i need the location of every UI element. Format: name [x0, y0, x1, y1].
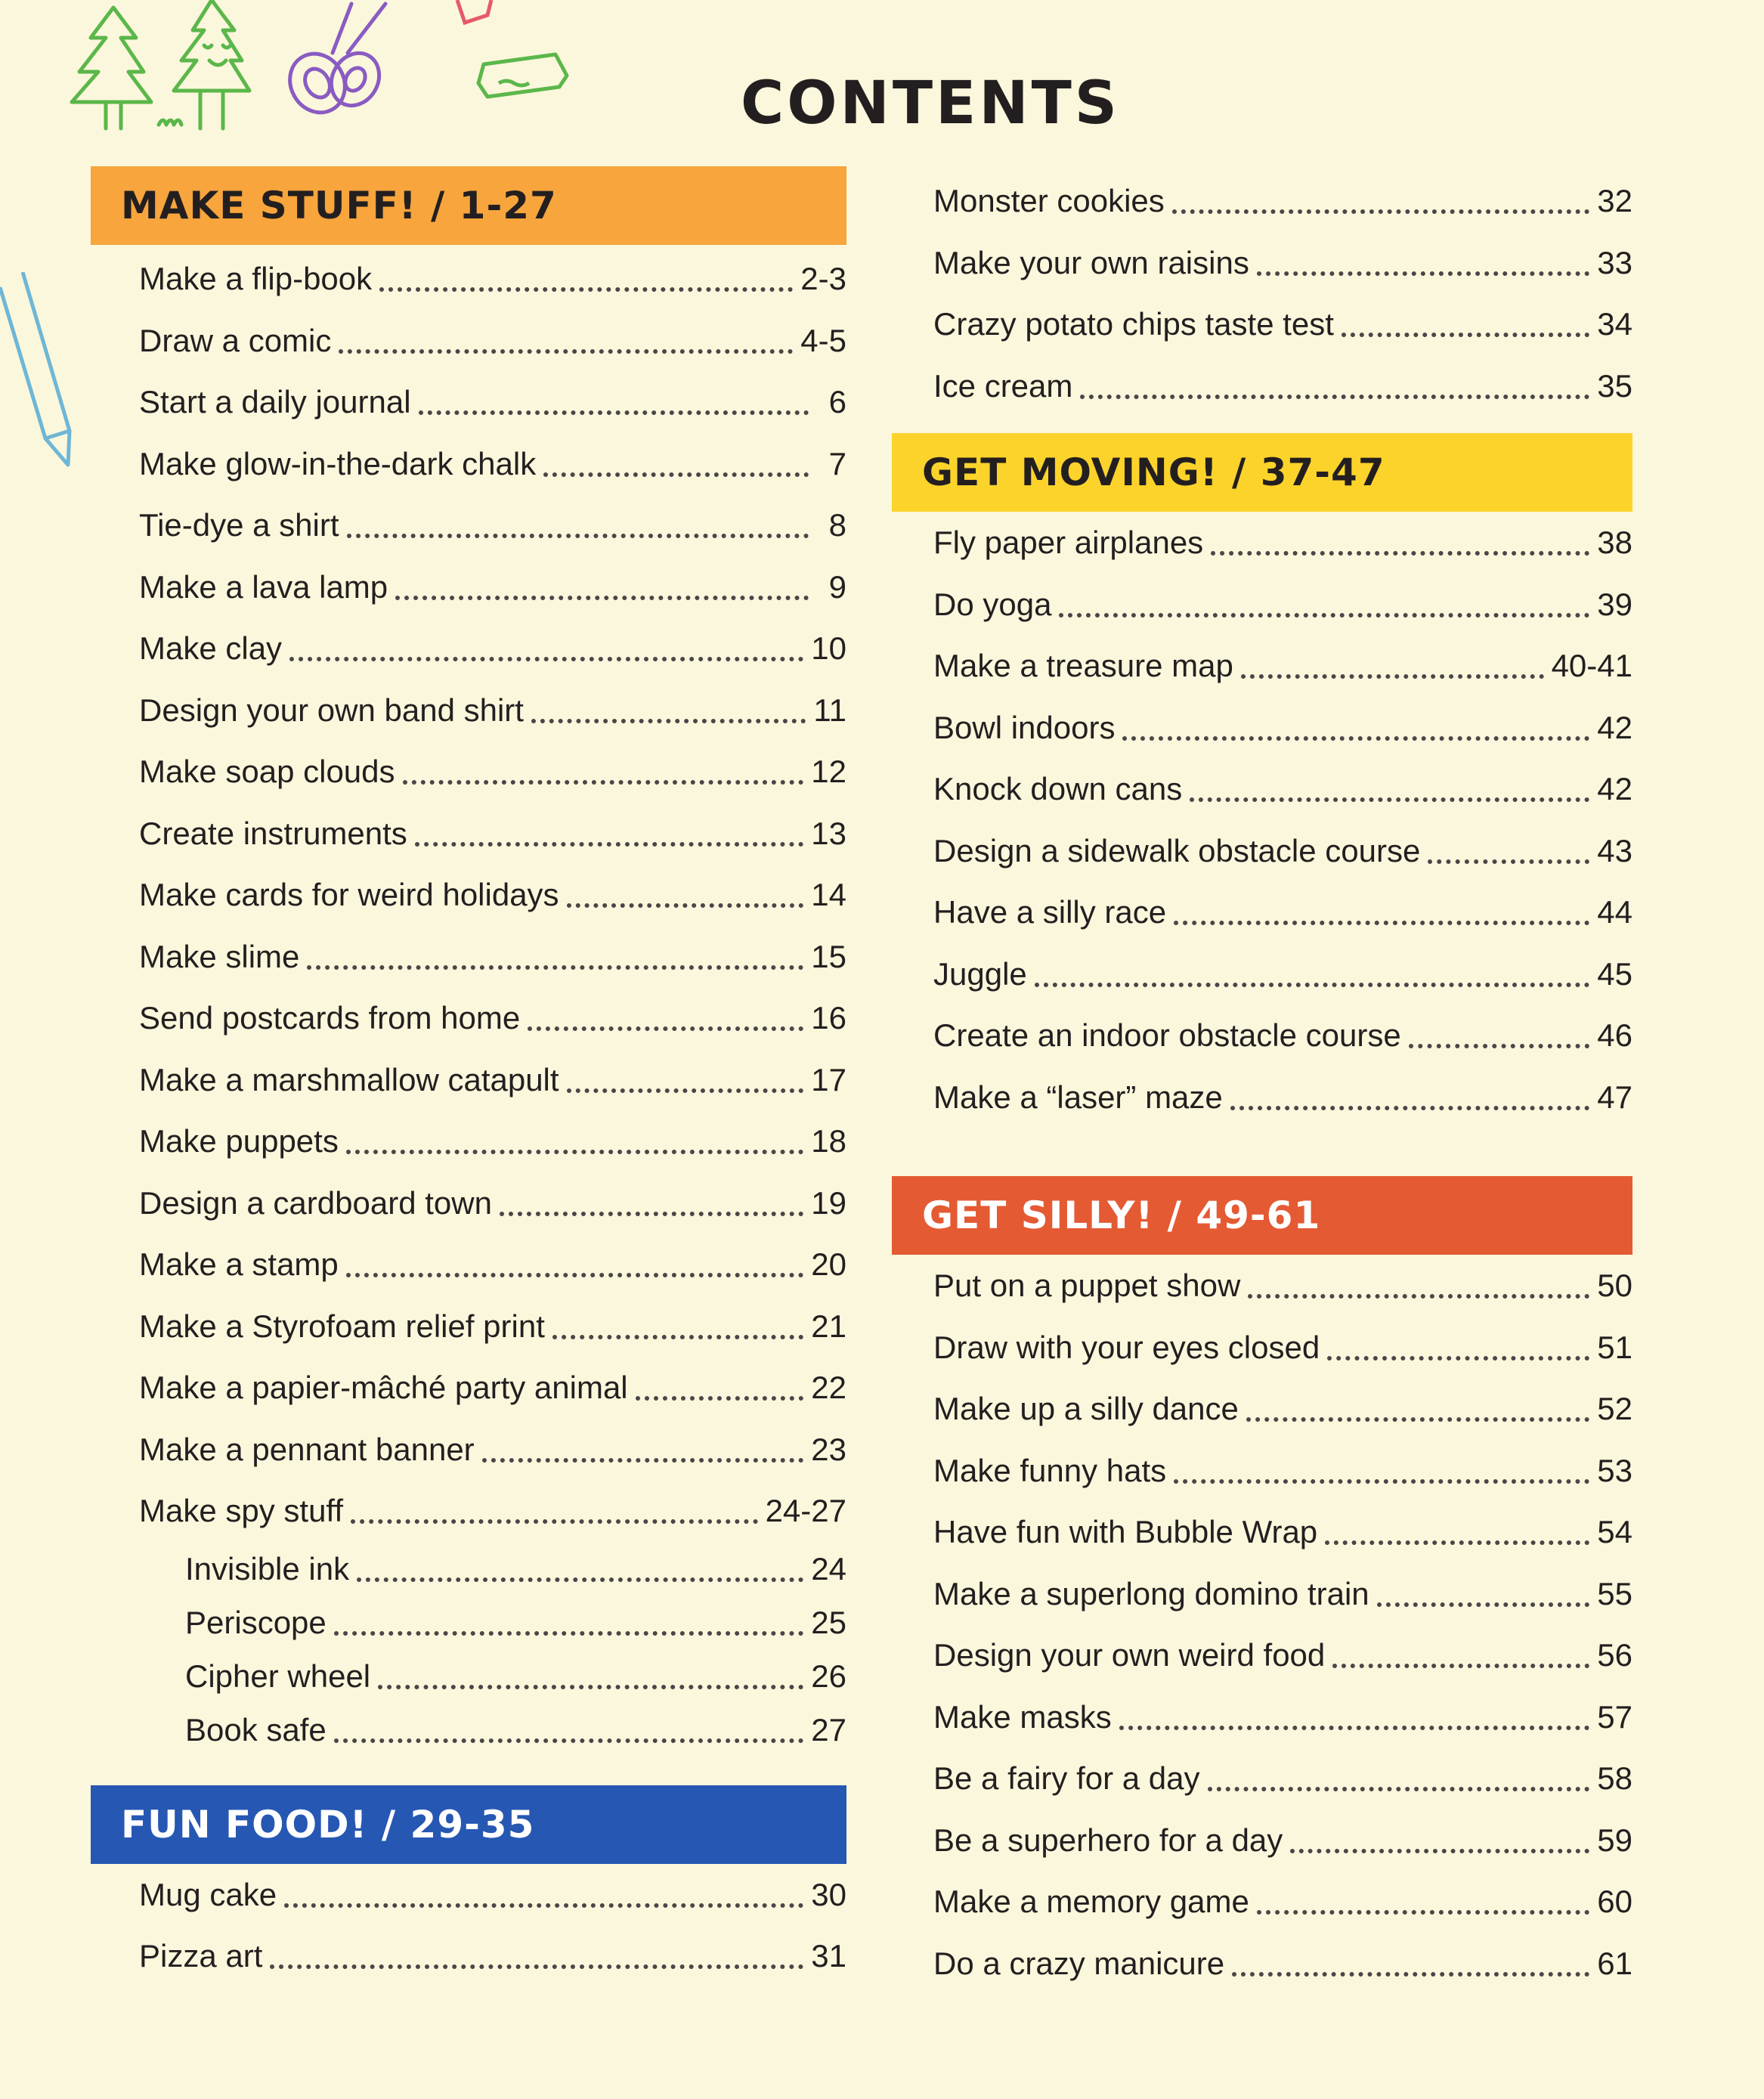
toc-entry	[892, 820, 1632, 882]
tape-icon	[442, 0, 578, 106]
dot-leader	[500, 1211, 803, 1216]
toc-entry-page: 13	[811, 815, 846, 851]
toc-entry-title: Design your own band shirt	[139, 692, 524, 728]
toc-entry-page: 55	[1597, 1575, 1632, 1611]
toc-entry	[91, 1649, 846, 1703]
fun-food-block	[91, 1785, 846, 1987]
toc-entry	[892, 1501, 1632, 1563]
toc-entry-title: Fly paper airplanes	[933, 525, 1204, 560]
toc-entry-title: Invisible ink	[185, 1550, 350, 1587]
toc-entry	[91, 1234, 846, 1296]
toc-entry-page: 14	[811, 877, 846, 912]
toc-entry	[91, 494, 846, 556]
dot-leader	[1208, 1786, 1590, 1791]
toc-entry	[91, 1703, 846, 1757]
toc-entry-page: 9	[828, 568, 846, 605]
dot-leader	[1122, 735, 1589, 741]
toc-entry-page: 39	[1597, 586, 1632, 622]
toc-entry	[91, 987, 846, 1049]
toc-entry-title: Make masks	[933, 1698, 1112, 1735]
toc-entry	[91, 741, 846, 803]
dot-leader	[284, 1902, 803, 1908]
toc-entry-page: 4-5	[800, 322, 846, 358]
toc-entry-title: Be a superhero for a day	[933, 1822, 1283, 1858]
toc-entry-page: 53	[1597, 1452, 1632, 1488]
toc-entry-title: Make soap clouds	[139, 754, 395, 789]
toc-entry-title: Do yoga	[933, 586, 1052, 622]
toc-entry	[91, 310, 846, 372]
toc-entry-page: 42	[1597, 709, 1632, 745]
toc-entry-page: 56	[1597, 1637, 1632, 1673]
toc-entry-page: 33	[1597, 244, 1632, 280]
dot-leader	[482, 1457, 804, 1463]
dot-leader	[1080, 394, 1589, 399]
page-title: CONTENTS	[741, 70, 1120, 138]
toc-entry-title: Make cards for weird holidays	[139, 877, 559, 912]
toc-entry	[91, 1596, 846, 1649]
dot-leader	[289, 656, 803, 661]
dot-leader	[1257, 1909, 1589, 1915]
dot-leader	[419, 410, 809, 415]
dot-leader	[1190, 797, 1589, 802]
dot-leader	[1119, 1725, 1590, 1730]
toc-entry-title: Make a pennant banner	[139, 1431, 475, 1467]
toc-entry-page: 38	[1597, 525, 1632, 560]
toc-entry-title: Crazy potato chips taste test	[933, 306, 1334, 342]
toc-entry	[91, 371, 846, 433]
section-header-get-moving: GET MOVING! / 37-47	[892, 433, 1632, 512]
toc-entry	[91, 926, 846, 988]
toc-entry-page: 44	[1597, 894, 1632, 930]
toc-entry-title: Design your own weird food	[933, 1637, 1326, 1673]
toc-entry-page: 8	[828, 507, 846, 543]
toc-entry	[892, 1005, 1632, 1067]
toc-entry-title: Make a papier-mâché party animal	[139, 1370, 628, 1405]
toc-entry-title: Juggle	[933, 955, 1027, 992]
toc-entry-page: 22	[811, 1370, 846, 1405]
dot-leader	[1332, 1663, 1589, 1668]
fun-food-list	[91, 1864, 846, 1987]
dot-leader	[1290, 1848, 1589, 1853]
toc-entry	[892, 1255, 1632, 1317]
toc-entry-page: 50	[1597, 1268, 1632, 1303]
toc-entry	[91, 1480, 846, 1542]
dot-leader	[334, 1738, 803, 1743]
toc-entry-title: Put on a puppet show	[933, 1268, 1241, 1303]
dot-leader	[567, 1088, 804, 1093]
toc-entry-title: Knock down cans	[933, 771, 1183, 806]
toc-entry-page: 30	[811, 1876, 846, 1912]
toc-entry-title: Make a “laser” maze	[933, 1079, 1223, 1115]
dot-leader	[1241, 673, 1544, 679]
toc-entry	[892, 1563, 1632, 1625]
dot-leader	[531, 718, 806, 723]
toc-entry-page: 42	[1597, 771, 1632, 806]
toc-entry	[892, 1378, 1632, 1440]
dot-leader	[1327, 1355, 1589, 1361]
toc-entry	[892, 512, 1632, 574]
toc-entry	[892, 1067, 1632, 1128]
dot-leader	[1257, 271, 1589, 276]
dot-leader	[1174, 1478, 1589, 1484]
toc-entry	[892, 1748, 1632, 1810]
toc-entry-title: Create an indoor obstacle course	[933, 1017, 1401, 1053]
toc-entry-page: 60	[1597, 1884, 1632, 1919]
dot-leader	[403, 779, 804, 785]
toc-entry	[91, 1542, 846, 1596]
toc-entry-page: 2-3	[800, 261, 846, 296]
dot-leader	[346, 1149, 803, 1154]
toc-entry-title: Make up a silly dance	[933, 1391, 1239, 1426]
toc-entry-title: Design a cardboard town	[139, 1184, 492, 1221]
toc-entry-title: Draw a comic	[139, 322, 332, 358]
dot-leader	[552, 1334, 803, 1339]
make-stuff-list	[91, 248, 846, 1542]
toc-entry	[91, 803, 846, 865]
dot-leader	[1428, 859, 1589, 864]
toc-entry-page: 15	[811, 938, 846, 974]
toc-entry	[892, 170, 1632, 232]
toc-entry-title: Make a memory game	[933, 1884, 1249, 1919]
toc-entry-page: 31	[811, 1938, 846, 1974]
dot-leader	[543, 472, 809, 477]
toc-entry-title: Mug cake	[139, 1876, 277, 1912]
toc-entry	[892, 1686, 1632, 1748]
dot-leader	[1172, 209, 1589, 214]
dot-leader	[1342, 332, 1589, 337]
toc-entry	[892, 574, 1632, 636]
dot-leader	[415, 841, 803, 847]
toc-entry	[91, 1296, 846, 1358]
toc-entry	[91, 1172, 846, 1234]
toc-entry	[892, 355, 1632, 417]
toc-entry-title: Pizza art	[139, 1938, 263, 1974]
toc-entry	[892, 881, 1632, 943]
toc-entry	[892, 1871, 1632, 1933]
toc-entry	[892, 1317, 1632, 1379]
toc-entry-title: Design a sidewalk obstacle course	[933, 832, 1421, 868]
toc-entry	[91, 680, 846, 741]
dot-leader	[1035, 982, 1590, 987]
toc-entry-title: Make clay	[139, 630, 283, 666]
toc-entry	[892, 293, 1632, 355]
dot-leader	[1246, 1416, 1589, 1422]
toc-entry-page: 24	[811, 1550, 846, 1587]
toc-entry-title: Make a marshmallow catapult	[139, 1061, 559, 1097]
toc-entry-page: 21	[811, 1308, 846, 1344]
toc-entry-page: 58	[1597, 1760, 1632, 1796]
dot-leader	[1230, 1105, 1590, 1110]
toc-entry-page: 27	[811, 1711, 846, 1748]
get-moving-block	[892, 433, 1632, 1128]
toc-entry-title: Cipher wheel	[185, 1658, 371, 1694]
toc-entry-title: Make a stamp	[139, 1246, 339, 1282]
section-header-make-stuff: MAKE STUFF! / 1-27	[91, 166, 846, 245]
dot-leader	[1325, 1540, 1589, 1545]
toc-entry-page: 10	[811, 630, 846, 666]
dot-leader	[379, 286, 793, 292]
toc-entry-title: Ice cream	[933, 367, 1073, 404]
right-column	[892, 170, 1632, 1994]
toc-entry-page: 20	[811, 1246, 846, 1282]
dot-leader	[307, 964, 803, 970]
toc-entry-page: 51	[1597, 1329, 1632, 1365]
get-silly-list	[892, 1255, 1632, 1994]
toc-entry-page: 7	[828, 445, 846, 481]
section-header-get-silly: GET SILLY! / 49-61	[892, 1176, 1632, 1255]
toc-entry	[91, 1925, 846, 1987]
toc-entry-page: 40-41	[1551, 648, 1632, 683]
left-column	[91, 166, 846, 1987]
toc-entry-title: Tie-dye a shirt	[139, 507, 339, 543]
toc-entry-title: Make your own raisins	[933, 244, 1249, 280]
dot-leader	[1174, 920, 1589, 925]
toc-entry-title: Make puppets	[139, 1123, 339, 1159]
tree-icon	[60, 0, 257, 136]
toc-entry-title: Make a superlong domino train	[933, 1575, 1369, 1611]
toc-entry-page: 59	[1597, 1822, 1632, 1858]
scissors-icon	[272, 0, 401, 128]
dot-leader	[351, 1519, 758, 1524]
toc-entry-page: 25	[811, 1604, 846, 1640]
toc-entry	[892, 758, 1632, 820]
toc-entry-page: 26	[811, 1658, 846, 1694]
toc-entry-title: Have a silly race	[933, 894, 1167, 930]
toc-entry-title: Make a flip-book	[139, 261, 373, 296]
toc-entry	[892, 1933, 1632, 1995]
dot-leader	[567, 902, 804, 908]
toc-entry-page: 34	[1597, 306, 1632, 342]
toc-entry-title: Make spy stuff	[139, 1493, 344, 1528]
toc-entry	[91, 433, 846, 495]
dot-leader	[346, 1272, 804, 1277]
toc-entry-title: Make a lava lamp	[139, 568, 388, 605]
toc-entry-page: 18	[811, 1123, 846, 1159]
dot-leader	[334, 1630, 804, 1636]
toc-entry-title: Make a Styrofoam relief print	[139, 1308, 545, 1344]
dot-leader	[1211, 550, 1589, 556]
toc-entry-page: 35	[1597, 367, 1632, 404]
toc-entry	[892, 232, 1632, 294]
toc-entry-page: 32	[1597, 183, 1632, 218]
toc-entry-title: Make glow-in-the-dark chalk	[139, 445, 537, 481]
toc-entry	[91, 556, 846, 618]
toc-entry	[892, 1810, 1632, 1871]
dot-leader	[339, 348, 793, 354]
toc-entry-title: Book safe	[185, 1711, 326, 1748]
toc-entry-page: 19	[811, 1184, 846, 1221]
toc-entry	[91, 864, 846, 926]
toc-entry-title: Have fun with Bubble Wrap	[933, 1514, 1318, 1549]
toc-entry	[91, 1419, 846, 1481]
toc-entry-title: Send postcards from home	[139, 1000, 521, 1036]
toc-entry-title: Make slime	[139, 938, 300, 974]
toc-entry-title: Start a daily journal	[139, 384, 411, 419]
toc-entry	[91, 1864, 846, 1926]
toc-entry-page: 54	[1597, 1514, 1632, 1549]
toc-entry-title: Make funny hats	[933, 1452, 1167, 1488]
toc-entry-page: 46	[1597, 1017, 1632, 1053]
section-header-fun-food: FUN FOOD! / 29-35	[91, 1785, 846, 1864]
toc-entry-title: Periscope	[185, 1604, 326, 1640]
dot-leader	[270, 1964, 803, 1969]
toc-entry-page: 16	[811, 1000, 846, 1036]
toc-entry	[91, 1049, 846, 1111]
toc-entry-title: Monster cookies	[933, 183, 1165, 218]
toc-entry-page: 47	[1597, 1079, 1632, 1115]
dot-leader	[1059, 612, 1589, 618]
toc-entry-page: 57	[1597, 1698, 1632, 1735]
toc-entry-page: 12	[811, 754, 846, 789]
dot-leader	[1232, 1971, 1589, 1977]
dot-leader	[378, 1684, 803, 1689]
toc-entry	[91, 248, 846, 310]
toc-entry	[892, 1624, 1632, 1686]
fun-food-continued-list	[892, 170, 1632, 416]
toc-entry	[892, 697, 1632, 759]
dot-leader	[1409, 1043, 1590, 1048]
dot-leader	[395, 595, 809, 600]
toc-entry-page: 6	[828, 384, 846, 419]
dot-leader	[1248, 1293, 1589, 1299]
make-spy-stuff-sublist	[91, 1542, 846, 1757]
get-silly-block	[892, 1176, 1632, 1994]
toc-entry-page: 61	[1597, 1945, 1632, 1981]
toc-entry-page: 11	[813, 692, 846, 728]
toc-entry-page: 43	[1597, 832, 1632, 868]
toc-entry-title: Be a fairy for a day	[933, 1760, 1200, 1796]
toc-entry	[91, 618, 846, 680]
toc-entry	[892, 943, 1632, 1005]
toc-entry	[91, 1357, 846, 1419]
toc-entry-title: Create instruments	[139, 815, 407, 851]
toc-entry	[892, 635, 1632, 697]
dot-leader	[357, 1577, 803, 1582]
dot-leader	[1377, 1602, 1590, 1607]
get-moving-list	[892, 512, 1632, 1128]
toc-entry-page: 23	[811, 1431, 846, 1467]
pencil-icon	[0, 272, 83, 484]
dot-leader	[636, 1395, 804, 1401]
toc-entry	[892, 1440, 1632, 1502]
toc-entry-page: 24-27	[765, 1493, 846, 1528]
dot-leader	[528, 1026, 803, 1031]
toc-entry-title: Do a crazy manicure	[933, 1945, 1225, 1981]
toc-entry-page: 52	[1597, 1391, 1632, 1426]
toc-entry-title: Draw with your eyes closed	[933, 1329, 1320, 1365]
toc-entry-page: 17	[811, 1061, 846, 1097]
toc-entry-title: Make a treasure map	[933, 648, 1233, 683]
dot-leader	[347, 533, 809, 538]
toc-entry	[91, 1110, 846, 1172]
toc-entry-title: Bowl indoors	[933, 709, 1116, 745]
toc-entry-page: 45	[1597, 955, 1632, 992]
